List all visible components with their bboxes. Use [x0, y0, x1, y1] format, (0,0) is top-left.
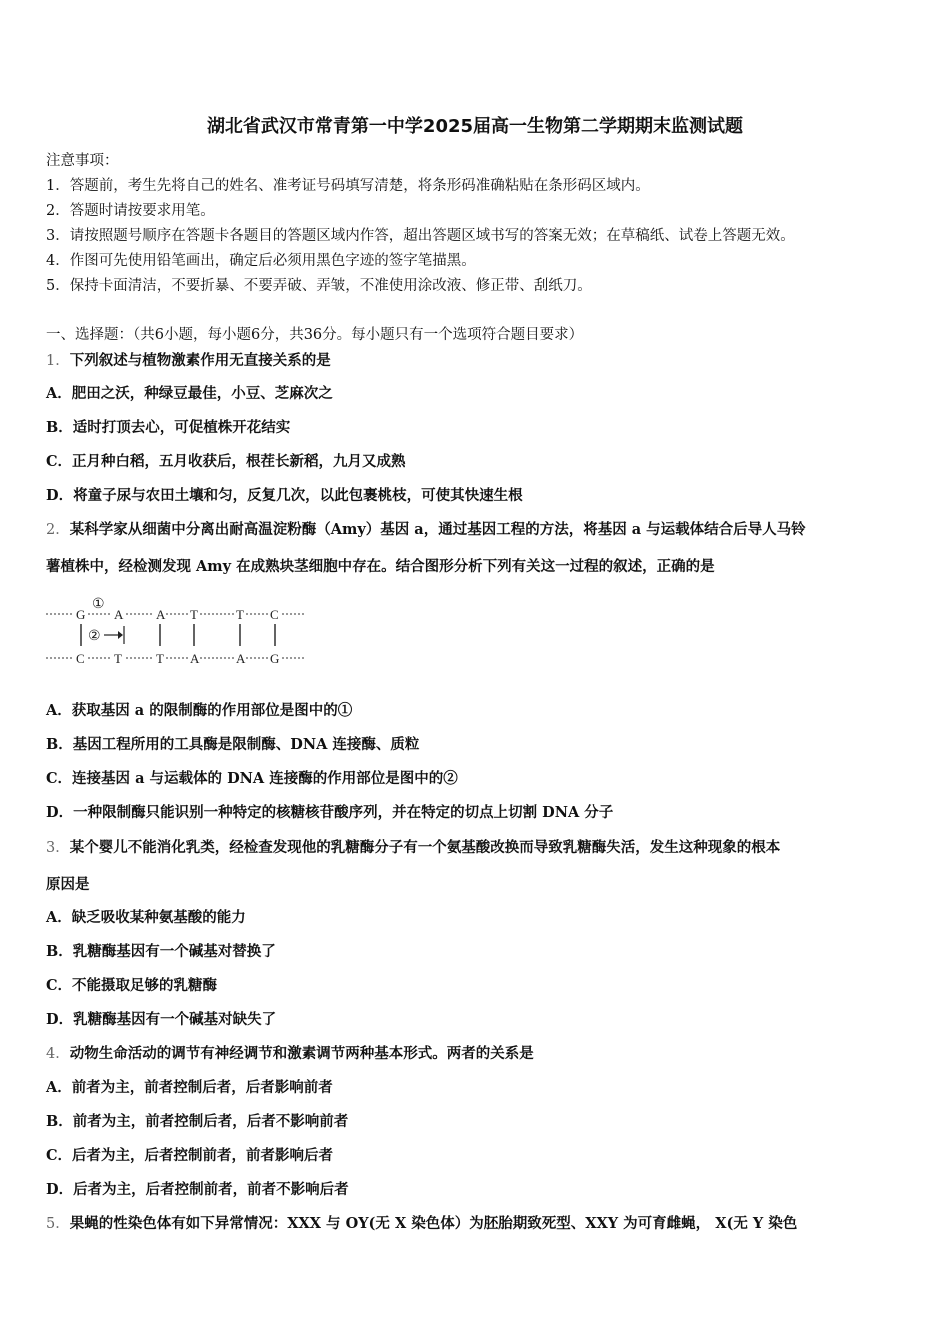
q1-option-c: C．正月种白稻，五月收获后，根茬长新稻，九月又成熟	[46, 453, 406, 470]
base-bottom-6: G	[270, 651, 280, 666]
question-1-stem: 1．下列叙述与植物激素作用无直接关系的是	[46, 352, 331, 369]
q3-option-d: D．乳糖酶基因有一个碱基对缺失了	[46, 1011, 277, 1028]
q2-option-c: C．连接基因 a 与运载体的 DNA 连接酶的作用部位是图中的②	[46, 770, 458, 787]
q3-option-b: B．乳糖酶基因有一个碱基对替换了	[46, 943, 276, 960]
q4-option-c: C．后者为主，后者控制前者，前者影响后者	[46, 1147, 334, 1164]
base-top-3: A	[156, 607, 166, 622]
q4-option-a: A．前者为主，前者控制后者，后者影响前者	[46, 1079, 333, 1096]
note-item-4: 4．作图可先使用铅笔画出，确定后必须用黑色字迹的签字笔描黑。	[46, 253, 476, 269]
base-bottom-3: T	[156, 651, 164, 666]
q2-option-d: D．一种限制酶只能识别一种特定的核糖核苷酸序列，并在特定的切点上切割 DNA 分子	[46, 804, 614, 821]
q3-option-a: A．缺乏吸收某种氨基酸的能力	[46, 909, 246, 926]
notes-heading: 注意事项：	[46, 153, 119, 169]
q3-option-c: C．不能摄取足够的乳糖酶	[46, 977, 218, 994]
question-3-stem-cont: 原因是	[46, 876, 90, 893]
marker-2: ②	[88, 629, 101, 644]
base-top-2: A	[114, 607, 124, 622]
q4-option-d: D．后者为主，后者控制前者，前者不影响后者	[46, 1181, 349, 1198]
base-top-4: T	[190, 607, 198, 622]
base-top-6: C	[270, 607, 279, 622]
note-item-1: 1．答题前，考生先将自己的姓名、准考证号码填写清楚，将条形码准确粘贴在条形码区域内。	[46, 178, 650, 194]
base-bottom-5: A	[236, 651, 246, 666]
dna-strand-diagram	[44, 596, 314, 668]
exam-title: 湖北省武汉市常青第一中学2025届高一生物第二学期期末监测试题	[206, 116, 744, 137]
note-item-3: 3．请按照题号顺序在答题卡各题目的答题区域内作答，超出答题区域书写的答案无效；在草稿纸、试卷上答题无效。	[46, 228, 795, 244]
q2-option-a: A．获取基因 a 的限制酶的作用部位是图中的①	[46, 702, 353, 719]
base-top-1: G	[76, 607, 86, 622]
section-heading: 一、选择题：（共6小题，每小题6分，共36分。每小题只有一个选项符合题目要求）	[46, 327, 584, 343]
q1-option-d: D．将童子尿与农田土壤和匀，反复几次，以此包裹桃枝，可使其快速生根	[46, 487, 523, 504]
q1-option-a: A．肥田之沃，种绿豆最佳，小豆、芝麻次之	[46, 385, 333, 402]
question-5-stem: 5．果蝇的性染色体有如下异常情况：XXX 与 OY(无 X 染色体）为胚胎期致死型、XXY 为可育雌蝇， X(无 Y 染色	[46, 1215, 798, 1232]
base-bottom-1: C	[76, 651, 85, 666]
q1-option-b: B．适时打顶去心，可促植株开花结实	[46, 419, 291, 436]
base-bottom-2: T	[114, 651, 122, 666]
question-3-stem: 3．某个婴儿不能消化乳类，经检查发现他的乳糖酶分子有一个氨基酸改换而导致乳糖酶失活，发生这种现象的根本	[46, 839, 781, 856]
q2-option-b: B．基因工程所用的工具酶是限制酶、DNA 连接酶、质粒	[46, 736, 420, 753]
question-4-stem: 4．动物生命活动的调节有神经调节和激素调节两种基本形式。两者的关系是	[46, 1045, 534, 1062]
note-item-5: 5．保持卡面清洁，不要折暴、不要弄破、弄皱，不准使用涂改液、修正带、刮纸刀。	[46, 278, 592, 294]
note-item-2: 2．答题时请按要求用笔。	[46, 203, 215, 219]
question-2-stem: 2．某科学家从细菌中分离出耐高温淀粉酶（Amy）基因 a，通过基因工程的方法，将基因 a 与运载体结合后导人马铃	[46, 521, 806, 538]
question-2-stem-cont: 薯植株中，经检测发现 Amy 在成熟块茎细胞中存在。结合图形分析下列有关这一过程的叙述，正确的是	[46, 558, 715, 575]
q4-option-b: B．前者为主，前者控制后者，后者不影响前者	[46, 1113, 349, 1130]
base-top-5: T	[236, 607, 244, 622]
base-bottom-4: A	[190, 651, 200, 666]
marker-1: ①	[92, 597, 105, 612]
